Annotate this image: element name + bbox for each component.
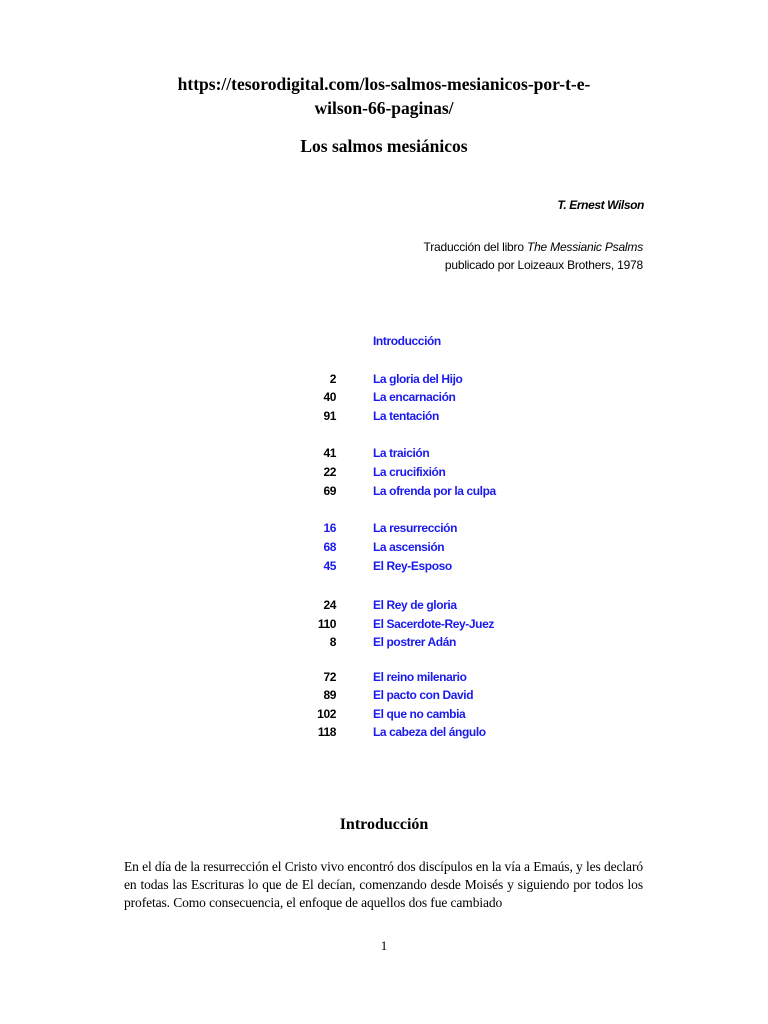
toc-row <box>0 446 768 464</box>
toc-link[interactable]: El pacto con David <box>373 688 474 702</box>
toc-psalm-number: 40 <box>323 390 336 404</box>
toc-link[interactable]: La encarnación <box>373 390 456 404</box>
toc-psalm-number: 41 <box>323 446 336 460</box>
toc-row <box>0 635 768 653</box>
toc-psalm-number: 118 <box>317 725 336 739</box>
translation-prefix: Traducción del libro <box>423 240 527 254</box>
toc-row <box>0 540 768 558</box>
toc-row <box>0 725 768 743</box>
translation-note <box>424 238 643 274</box>
toc-row <box>0 688 768 706</box>
toc-link[interactable]: El Rey-Esposo <box>373 559 452 573</box>
toc-link[interactable]: La gloria del Hijo <box>373 372 463 386</box>
toc-link[interactable]: La resurrección <box>373 521 458 535</box>
intro-paragraph: En el día de la resurrección el Cristo vivo encontró dos discípulos en la vía a Emaús, y les declaró en todas las Escrituras lo que de El decían, comenzando desde Moisés y siguiendo por todos los profetas. Como consecuencia, el enfoque de aquellos dos fue cambiado <box>124 859 643 910</box>
toc-link[interactable]: El reino milenario <box>373 670 467 684</box>
toc-psalm-number: 110 <box>317 617 336 631</box>
toc-link-introduccion[interactable]: Introducción <box>373 334 441 348</box>
toc-link[interactable]: La cabeza del ángulo <box>373 725 486 739</box>
toc-psalm-number: 91 <box>323 409 336 423</box>
toc-row <box>0 372 768 390</box>
translation-line-2: publicado por Loizeaux Brothers, 1978 <box>444 258 643 272</box>
toc-psalm-number: 22 <box>323 465 336 479</box>
toc-row <box>0 521 768 539</box>
toc-psalm-number: 24 <box>323 598 336 612</box>
toc-psalm-number: 89 <box>323 688 336 702</box>
toc-row <box>0 598 768 616</box>
translation-line-1 <box>424 238 643 256</box>
toc-link[interactable]: El Sacerdote-Rey-Juez <box>373 617 494 631</box>
toc-row <box>0 465 768 483</box>
toc-psalm-number: 2 <box>329 372 336 386</box>
toc-psalm-number: 102 <box>317 707 336 721</box>
toc-row <box>0 559 768 577</box>
toc-row <box>0 670 768 688</box>
toc-psalm-number: 8 <box>329 635 336 649</box>
toc-link[interactable]: La ascensión <box>373 540 445 554</box>
toc-link[interactable]: El postrer Adán <box>373 635 456 649</box>
toc-link[interactable]: La ofrenda por la culpa <box>373 484 496 498</box>
toc-psalm-number: 69 <box>323 484 336 498</box>
toc-row <box>0 409 768 427</box>
toc-link[interactable]: La traición <box>373 446 430 460</box>
toc-psalm-number: 16 <box>323 521 336 535</box>
toc-link[interactable]: El Rey de gloria <box>373 598 457 612</box>
toc-row <box>0 484 768 502</box>
toc-row <box>0 390 768 408</box>
toc-row <box>0 617 768 635</box>
toc-psalm-number: 72 <box>323 670 336 684</box>
toc-link[interactable]: La crucifixión <box>373 465 446 479</box>
toc-psalm-number: 45 <box>323 559 336 573</box>
toc-link[interactable]: El que no cambia <box>373 707 466 721</box>
author-name: T. Ernest Wilson <box>557 198 644 212</box>
section-heading: Introducción <box>339 816 429 833</box>
toc-row-intro <box>0 334 768 352</box>
page-number: 1 <box>380 938 388 953</box>
translation-book-title: The Messianic Psalms <box>526 240 643 254</box>
source-url-line-1: https://tesorodigital.com/los-salmos-mesianicos-por-t-e- <box>177 74 591 94</box>
source-url-line-2: wilson-66-paginas/ <box>314 98 454 118</box>
toc-psalm-number: 68 <box>323 540 336 554</box>
toc-link[interactable]: La tentación <box>373 409 439 423</box>
document-title: Los salmos mesiánicos <box>300 136 468 156</box>
toc-row <box>0 707 768 725</box>
source-url <box>60 72 708 120</box>
